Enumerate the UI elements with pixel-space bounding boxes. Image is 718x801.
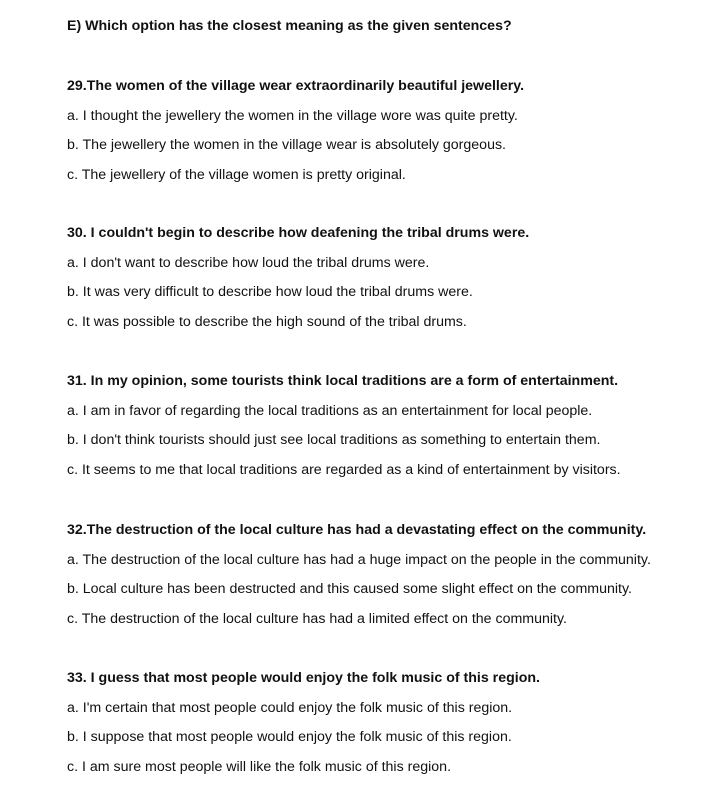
question-29: [67, 77, 707, 184]
question-33: [67, 669, 707, 776]
option-c: c. I am sure most people will like the folk music of this region.: [67, 758, 452, 775]
question-text: 29.The women of the village wear extraordinarily beautiful jewellery.: [67, 78, 525, 94]
question-text: 30. I couldn't begin to describe how deafening the tribal drums were.: [67, 225, 530, 241]
option-c: c. It seems to me that local traditions are regarded as a kind of entertainment by visitors.: [67, 461, 621, 478]
option-a: a. The destruction of the local culture has had a huge impact on the people in the community.: [67, 551, 651, 568]
option-b: b. Local culture has been destructed and this caused some slight effect on the community.: [67, 581, 632, 597]
option-c: c. The jewellery of the village women is pretty original.: [67, 166, 406, 183]
option-a: a. I'm certain that most people could enjoy the folk music of this region.: [67, 699, 513, 716]
question-text: 33. I guess that most people would enjoy the folk music of this region.: [67, 670, 540, 686]
question-text: 32.The destruction of the local culture has had a devastating effect on the community.: [67, 522, 647, 538]
option-a: a. I thought the jewellery the women in the village wore was quite pretty.: [67, 107, 518, 124]
question-text: 31. In my opinion, some tourists think local traditions are a form of entertainment.: [67, 373, 619, 389]
option-b: b. It was very difficult to describe how loud the tribal drums were.: [67, 284, 473, 300]
option-a: a. I don't want to describe how loud the tribal drums were.: [67, 254, 430, 271]
option-b: b. I suppose that most people would enjoy the folk music of this region.: [67, 729, 512, 745]
option-b: b. I don't think tourists should just see local traditions as something to entertain them.: [67, 432, 601, 448]
question-30: [67, 224, 707, 331]
section-heading: E) Which option has the closest meaning as the given sentences?: [67, 18, 512, 34]
option-b: b. The jewellery the women in the village wear is absolutely gorgeous.: [67, 137, 507, 153]
option-c: c. The destruction of the local culture has had a limited effect on the community.: [67, 610, 567, 627]
option-c: c. It was possible to describe the high sound of the tribal drums.: [67, 313, 467, 330]
question-32: [67, 521, 707, 628]
question-31: [67, 372, 707, 479]
option-a: a. I am in favor of regarding the local traditions as an entertainment for local people.: [67, 402, 593, 419]
